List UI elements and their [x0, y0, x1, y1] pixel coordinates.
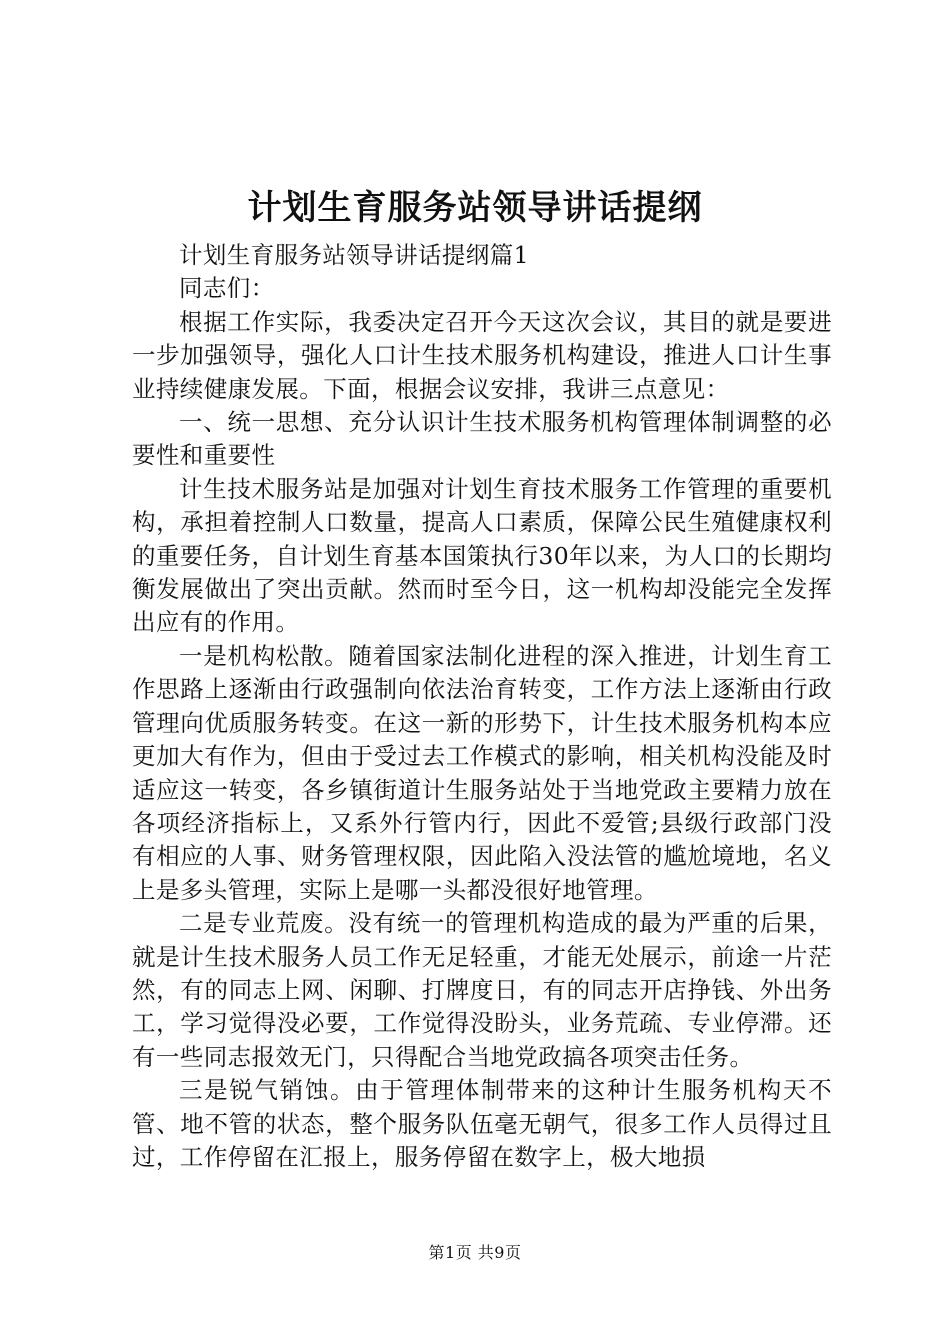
paragraph: 根据工作实际，我委决定召开今天这次会议，其目的就是要进一步加强领导，强化人口计生技术服务机构建设，推进人口计生事业持续健康发展。下面，根据会议安排，我讲三点意见：	[132, 307, 832, 403]
document-title: 计划生育服务站领导讲话提纲	[247, 188, 703, 228]
paragraph: 一、统一思想、充分认识计生技术服务机构管理体制调整的必要性和重要性	[132, 408, 832, 470]
paragraph: 计生技术服务站是加强对计划生育技术服务工作管理的重要机构，承担着控制人口数量，提高人口素质，保障公民生殖健康权利的重要任务，自计划生育基本国策执行30年以来，为人口的长期均衡发展做出了突出贡献。然而时至今日，这一机构却没能完全发挥出应有的作用。	[132, 474, 832, 637]
section-heading: 计划生育服务站领导讲话提纲篇1	[179, 241, 529, 269]
document-body	[132, 239, 832, 1174]
page-number-footer: 第1页 共9页	[428, 1243, 522, 1262]
salutation: 同志们：	[179, 274, 275, 303]
paragraph: 二是专业荒废。没有统一的管理机构造成的最为严重的后果，就是计生技术服务人员工作无足轻重，才能无处展示，前途一片茫然，有的同志上网、闲聊、打牌度日，有的同志开店挣钱、外出务工，学习觉得没必要，工作觉得没盼头，业务荒疏、专业停滞。还有一些同志报效无门，只得配合当地党政搞各项突击任务。	[132, 909, 832, 1071]
paragraph: 三是锐气销蚀。由于管理体制带来的这种计生服务机构天不管、地不管的状态，整个服务队伍毫无朝气，很多工作人员得过且过，工作停留在汇报上，服务停留在数字上，极大地损	[132, 1076, 832, 1171]
paragraph: 一是机构松散。随着国家法制化进程的深入推进，计划生育工作思路上逐渐由行政强制向依法治育转变，工作方法上逐渐由行政管理向优质服务转变。在这一新的形势下，计生技术服务机构本应更加大有作为，但由于受过去工作模式的影响，相关机构没能及时适应这一转变，各乡镇街道计生服务站处于当地党政主要精力放在各项经济指标上，又系外行管内行，因此不爱管;县级行政部门没有相应的人事、财务管理权限，因此陷入没法管的尴尬境地，名义上是多头管理，实际上是哪一头都没很好地管理。	[132, 641, 832, 904]
